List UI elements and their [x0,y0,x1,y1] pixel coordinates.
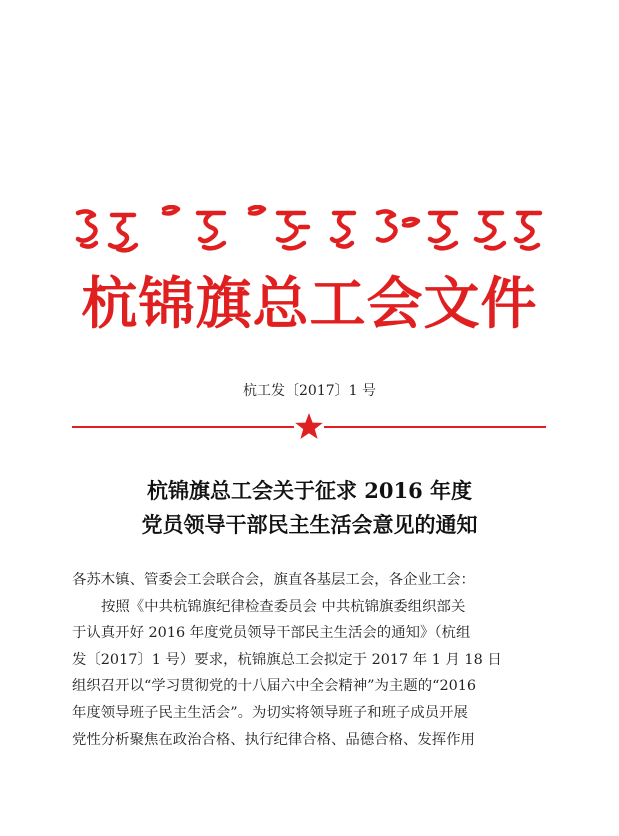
notice-title-line-1: 杭锦旗总工会关于征求 2016 年度 [146,478,473,503]
red-divider [72,412,546,442]
mongolian-script-logo [72,205,546,257]
notice-title [0,474,619,542]
body-line: 于认真开好 2016 年度党员领导干部民主生活会的通知》（杭组 [72,625,471,642]
notice-title-line-2: 党员领导干部民主生活会意见的通知 [141,512,478,537]
body-line: 发〔2017〕1 号）要求，杭锦旗总工会拟定于 2017 年 1 月 18 日 [72,651,502,668]
body-line: 按照《中共杭锦旗纪律检查委员会 中共杭锦旗委组织部关 [101,598,466,615]
body-line: 年度领导班子民主生活会”。为切实将领导班子和班子成员开展 [72,704,468,721]
body-line: 组织召开以“学习贯彻党的十八届六中全会精神”为主题的“2016 [72,678,477,695]
addressee-line: 各苏木镇、管委会工会联合会，旗直各基层工会，各企业工会： [72,572,475,588]
org-document-title: 杭锦旗总工会文件 [81,272,538,337]
star-icon [295,413,323,439]
document-number: 杭工发〔2017〕1 号 [243,383,376,399]
body-line: 党性分析聚焦在政治合格、执行纪律合格、品德合格、发挥作用 [72,731,475,748]
notice-body [72,567,550,753]
